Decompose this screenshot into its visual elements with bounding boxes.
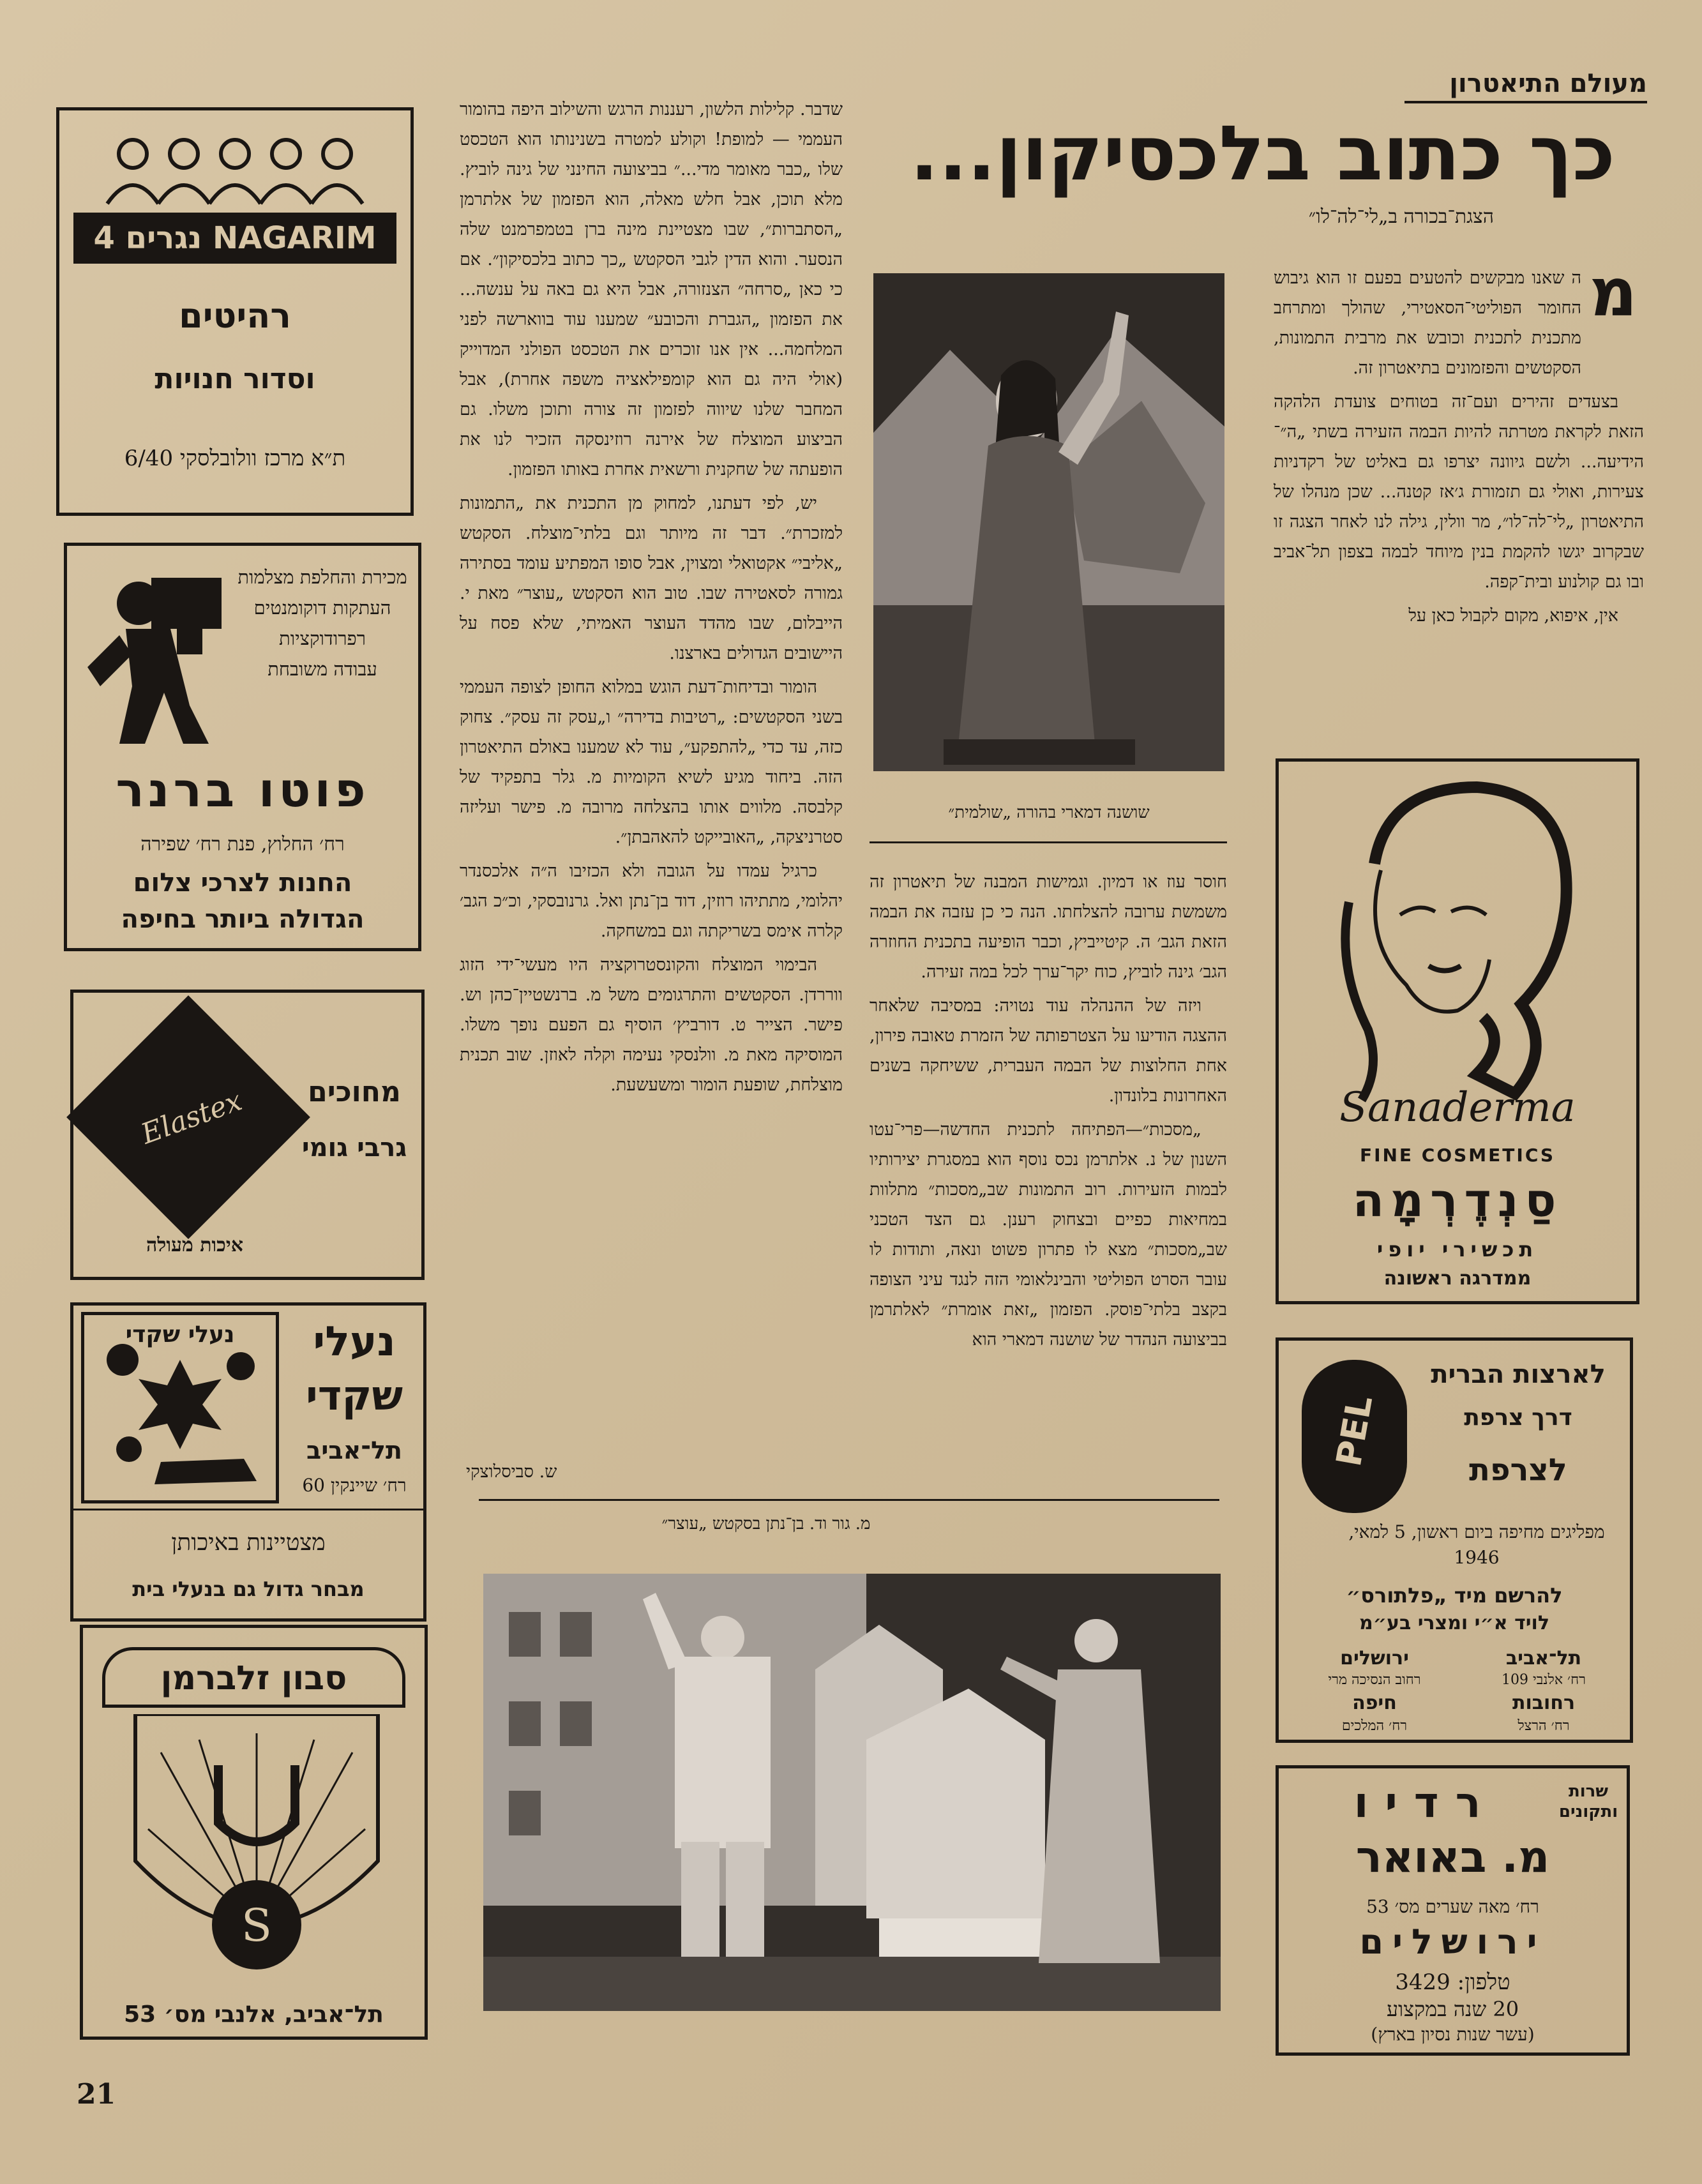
brenner-service-4: עבודה משובחת xyxy=(267,658,377,680)
pel-office-1-street: רח׳ אלנבי 109 xyxy=(1502,1672,1586,1688)
radio-footer: (עשר שנות נסיון בארץ) xyxy=(1371,2024,1535,2045)
brenner-service-3: רפרודוקציות xyxy=(279,628,366,649)
shaked-name2: שקדי xyxy=(305,1373,403,1420)
pel-line3: לצרפת xyxy=(1469,1452,1567,1488)
col3-p4: כרגיל עמדו על הגובה ולא הכזיבו ה״ה אלכסנדר יהלומי, מתתיהו רוזין, דוד בן־נתן ואל. גרנובסקי, וכ״כ הגב׳ קלרה אימס בשריקתה וגם במשחקה. xyxy=(460,861,843,941)
pel-office-3-street: רח׳ הרצל xyxy=(1517,1718,1570,1734)
shaked-slogan: מצטיינות באיכותן xyxy=(171,1530,326,1556)
author-signature: ש. סביסלוצקי xyxy=(466,1462,557,1482)
pel-office-4-street: רח׳ המלכים xyxy=(1341,1718,1408,1734)
nagarim-line1: רהיטים xyxy=(179,296,291,336)
pel-agent: לויד א״י ומצרי בע״מ xyxy=(1359,1612,1549,1634)
col1-p1: ה שאנו מבקשים להטעים בפעם זו הוא גיבוש החומר הפוליטי־הסאטירי, שהולך ומתרחב מתכנית לתכנית וכובש את מרבית התמונות, הסקטשים והפזמונים בתיאטרון זה. xyxy=(1274,268,1581,378)
brenner-slogan1: החנות לצרכי צלום xyxy=(133,868,352,898)
col3-p5: הבימוי המוצלח והקונסטרוקציה היו מעשי־ידי הזוג ווררדן. הסקטשים והתרגומים משל מ. ברנשטיין־כהן וש. פישר. הצייר ט. דורביץ׳ הוסיף גם הפעם נופך משלו. המוסיקה מאת מ. וולנסקי נעימה וקלה לאוזן. שוב תכנית מוצלחת, שופעת הומור ומשעשעת. xyxy=(460,955,843,1095)
radio-top: שרות ותקונים xyxy=(1558,1782,1618,1821)
sanaderma-tag1: תכשירי יופי xyxy=(1376,1237,1539,1261)
brenner-address: רח׳ החלוץ, פנת רח׳ שפירה xyxy=(140,833,345,855)
photo1-caption: שושנה דמארי בהורה „שולמית״ xyxy=(948,803,1150,822)
col2-text xyxy=(870,867,1227,1359)
photo-shulamit-art xyxy=(873,273,1224,771)
zilberman-emblem xyxy=(123,1714,391,1989)
pel-office-3-city: רחובות xyxy=(1512,1692,1576,1714)
ad-photo-brenner xyxy=(64,543,421,951)
radio-name: מ. באואר xyxy=(1355,1832,1550,1883)
svg-text:S: S xyxy=(241,1899,272,1952)
woman-portrait-illustration xyxy=(1323,774,1592,1106)
ad-elastex xyxy=(70,990,425,1280)
ad-pel xyxy=(1276,1337,1633,1743)
pel-office-2-city: ירושלים xyxy=(1340,1647,1409,1669)
nagarim-banner: 4 נגרים NAGARIM xyxy=(73,213,396,264)
sanaderma-brand-hebrew: סַנְדֶרְמָה xyxy=(1352,1173,1563,1227)
brenner-slogan2: הגדולה ביותר בחיפה xyxy=(121,905,365,934)
shaked-divider xyxy=(73,1509,423,1510)
ad-shaked xyxy=(70,1302,426,1622)
pel-office-2-street: רחוב הנסיכה מרי xyxy=(1328,1672,1421,1688)
shaked-city: תל־אביב xyxy=(306,1436,402,1465)
col1-p3: אין, איפוא, מקום לקבול כאן על xyxy=(1408,606,1618,626)
shaked-logo-text: נעלי שקדי xyxy=(125,1322,235,1348)
shaked-name1: נעלי xyxy=(313,1318,396,1366)
drop-cap: מ xyxy=(1589,253,1638,331)
photographer-icon xyxy=(81,559,234,750)
sanaderma-tag2: ממדרגה ראשונה xyxy=(1383,1267,1532,1290)
photo2-top-rule xyxy=(479,1499,1219,1501)
photo-otzer-art xyxy=(483,1574,1221,2011)
page-number: 21 xyxy=(77,2078,116,2111)
shaked-logo-box xyxy=(81,1312,279,1503)
photo-shulamit xyxy=(873,273,1224,771)
shaked-footer: מבחר גדול גם בנעלי בית xyxy=(132,1577,365,1601)
radio-city: ירושלים xyxy=(1359,1922,1546,1962)
nagarim-line2: וסדור חנויות xyxy=(154,363,315,395)
pel-sailing: מפליגים מחיפה ביום ראשון, 5 למאי, 1946 xyxy=(1348,1521,1605,1568)
radio-street: רח׳ מאה שערים מס׳ 53 xyxy=(1366,1896,1539,1917)
headline: כך כתוב בלכסיקון... xyxy=(910,109,1615,197)
brenner-service-2: העתקות דוקומנטים xyxy=(253,597,391,619)
photo2-caption: מ. גור וד. בן־נתן בסקטש „עוצר״ xyxy=(661,1514,871,1533)
ad-radio xyxy=(1276,1765,1630,2056)
photo-otzer-sketch xyxy=(483,1574,1221,2011)
subhead: הצגת־בכורה ב„לי־לה־לו״ xyxy=(1308,206,1494,228)
carpenters-illustration xyxy=(94,128,375,205)
pel-office-4-city: חיפה xyxy=(1352,1692,1397,1714)
col1-p2: בצעדים זהירים ועם־זה בטוחים צועדת הלהקה הזאת לקראת מטרתה להיות הבמה הזעירה בשתי „ה״־הידיעה... ולשם גיוונה יצרפו גם באליט של רקדניות צעירות, ואולי גם תזמורת ג׳אז קטנה... שכן מנהלו של התיאטרון „לי־לה־לו״, מר וולין, גילה לנו לאחר הצגה זו שבקרוב יגשו להקמת בנין מיוחד לבמה בצפון תל־אביב ובו גם קולנוע ובית־קפה. xyxy=(1274,392,1644,592)
radio-word: רדיו xyxy=(1353,1778,1498,1827)
col3-p3: הומור ובדיחות־דעת הוגש במלוא החופן לצופה העממי בשני הסקטשים: „רטיבות בדירה״ ו„עסק זה עסק״. צחוק כזה, עד כדי „להתפקע״, עוד לא שמענו באולם התיאטרון הזה. ביחוד מגיע לשיא הקומיות מ. גלר בתפקיד של קלבסה. מלווים אותו בהצלחה מרובה מ. פישר ועליזה סטרניצקה, „האובייקט להאהבתן״. xyxy=(460,677,843,847)
col2-p2: ויזה של ההנהלה עוד נטויה: במסיבה שלאחר ההצגה הודיעו על הצטרפותה של הזמרת טאובה פירון, אחת החלוצות של הבמה העברית, ששיחקה בשנים האחרונות בלונדון. xyxy=(870,996,1227,1106)
col1-text xyxy=(1274,263,1644,635)
zilberman-name: סבון זלברמן xyxy=(102,1647,405,1708)
elastex-logo: Elastex xyxy=(137,1084,246,1151)
brenner-services xyxy=(233,562,412,684)
pel-register: להרשם מיד „פלתורס״ xyxy=(1346,1583,1563,1608)
sanaderma-sub-latin: FINE COSMETICS xyxy=(1359,1145,1556,1166)
col2-p1: חוסר עוז או דמיון. וגמישות המבנה של תיאטרון זה משמשת ערובה להצלחתו. הנה כי כן עזבה את הבמה הזאת הגב׳ ה. קיטייביץ, וכבר הופיעה בתכנית החוזרה הגב׳ גינה לוביץ, כוח יקר־ערך לכל במה זעירה. xyxy=(870,872,1227,982)
pel-line1: לארצות הברית xyxy=(1431,1360,1606,1389)
pel-office-1-city: תל־אביב xyxy=(1505,1647,1582,1669)
radio-phone: טלפון: 3429 xyxy=(1395,1969,1510,1995)
shaked-street: רח׳ שיינקין 60 xyxy=(302,1475,407,1496)
nagarim-address: ת״א מרכז וולובלסקי 6/40 xyxy=(124,446,346,471)
pel-line2: דרך צרפת xyxy=(1464,1405,1572,1431)
col3-p1: שדבר. קלילות הלשון, רעננות הרגש והשילוב היפה בהומור העממי — למופת! וקולע למטרה בשנינותו הוא הטכסט שלו „כבר מאומר מדי...״ בביצועה החינני של גינה לוביץ. מלא תוכן, אבל חלש מאלה, הוא הפזמון של אלתרמן „הסתברות״, שבו מצטיינת מינה ברן בטמפרמנט שלה הנסער. והוא הדין לגבי הסקטש „כך כתוב בלכסיקון״. אם כי כאן „סרחה״ הצנזורה, אבל היא גם באה על ענשה... את הפזמון „הגברת והכובע״ שמענו עוד בווארשה לפני המלחמה... אין אנו זוכרים את הטכסט הפולני המדוייק (אולי היה גם הוא קומפילאציה משפה אחרת), אבל המחבר שלנו שיווה לפזמון זה צורה ותוכן משלו. גם הביצוע המוצלח של אירנה רוזינסקה הזכיר לנו את הופעתה של שחקנית ורשאית אחרת באותו הפזמון. xyxy=(460,100,843,479)
elastex-line2: גרבי גומי xyxy=(301,1133,407,1163)
col3-p2: יש, לפי דעתנו, למחוק מן התכנית את „התמונות למזכרת״. דבר זה מיותר וגם בלתי־מוצלח. הסקטש „אליבי״ אקטואלי ומצוין, אבל סופו המפתיע עומד בסתירה גמורה לסאטירה שבו. טוב הוא הסקטש „עוצר״ מאת י. הייבלום, שבו מהדד העוצר האמיתי, שלא פסח על היישובים הגדולים בארצנו. xyxy=(460,493,843,663)
col3-text xyxy=(460,94,843,1104)
elastex-footer: איכות מעולה xyxy=(146,1234,243,1256)
elastex-line1: מחוכים xyxy=(308,1076,401,1108)
zilberman-address: תל־אביב, אלנבי מס׳ 53 xyxy=(124,2001,384,2028)
brenner-service-1: מכירת והחלפת מצלמות xyxy=(237,566,407,588)
sanaderma-brand-latin: Sanaderma xyxy=(1339,1084,1576,1131)
ad-zilberman xyxy=(80,1625,428,2040)
pel-logo-text: PEL xyxy=(1328,1392,1381,1470)
section-label: מעולם התיאטרון xyxy=(1405,69,1647,103)
ad-sanaderma xyxy=(1276,758,1639,1304)
col2-p3: „מסכות״—הפתיחה לתכנית החדשה—פרי־עטו השנון של נ. אלתרמן נכס נוסף הוא במסגרת יצירותיו לבמות הזעירות. רוב התמונות שב„מסכות״ מתלוות במחיאות כפיים ובצחוק רענן. גם הצד הטכני שב„מסכות״ מצא לו פתרון פשוט ונאה, ותודות לו עובר הסרט הפוליטי והבינלאומי הזה לנגד עיני הצופה בקצב בלתי־פוסק. הפזמון „זאת אומרת״ לאלתרמן בביצועה הנהדר של שושנה דמארי הוא xyxy=(870,1120,1227,1350)
radio-years: 20 שנה במקצוע xyxy=(1386,1997,1519,2021)
photo1-rule xyxy=(870,841,1227,843)
ad-nagarim xyxy=(56,107,414,516)
brenner-name: פוטו ברנר xyxy=(116,763,370,818)
